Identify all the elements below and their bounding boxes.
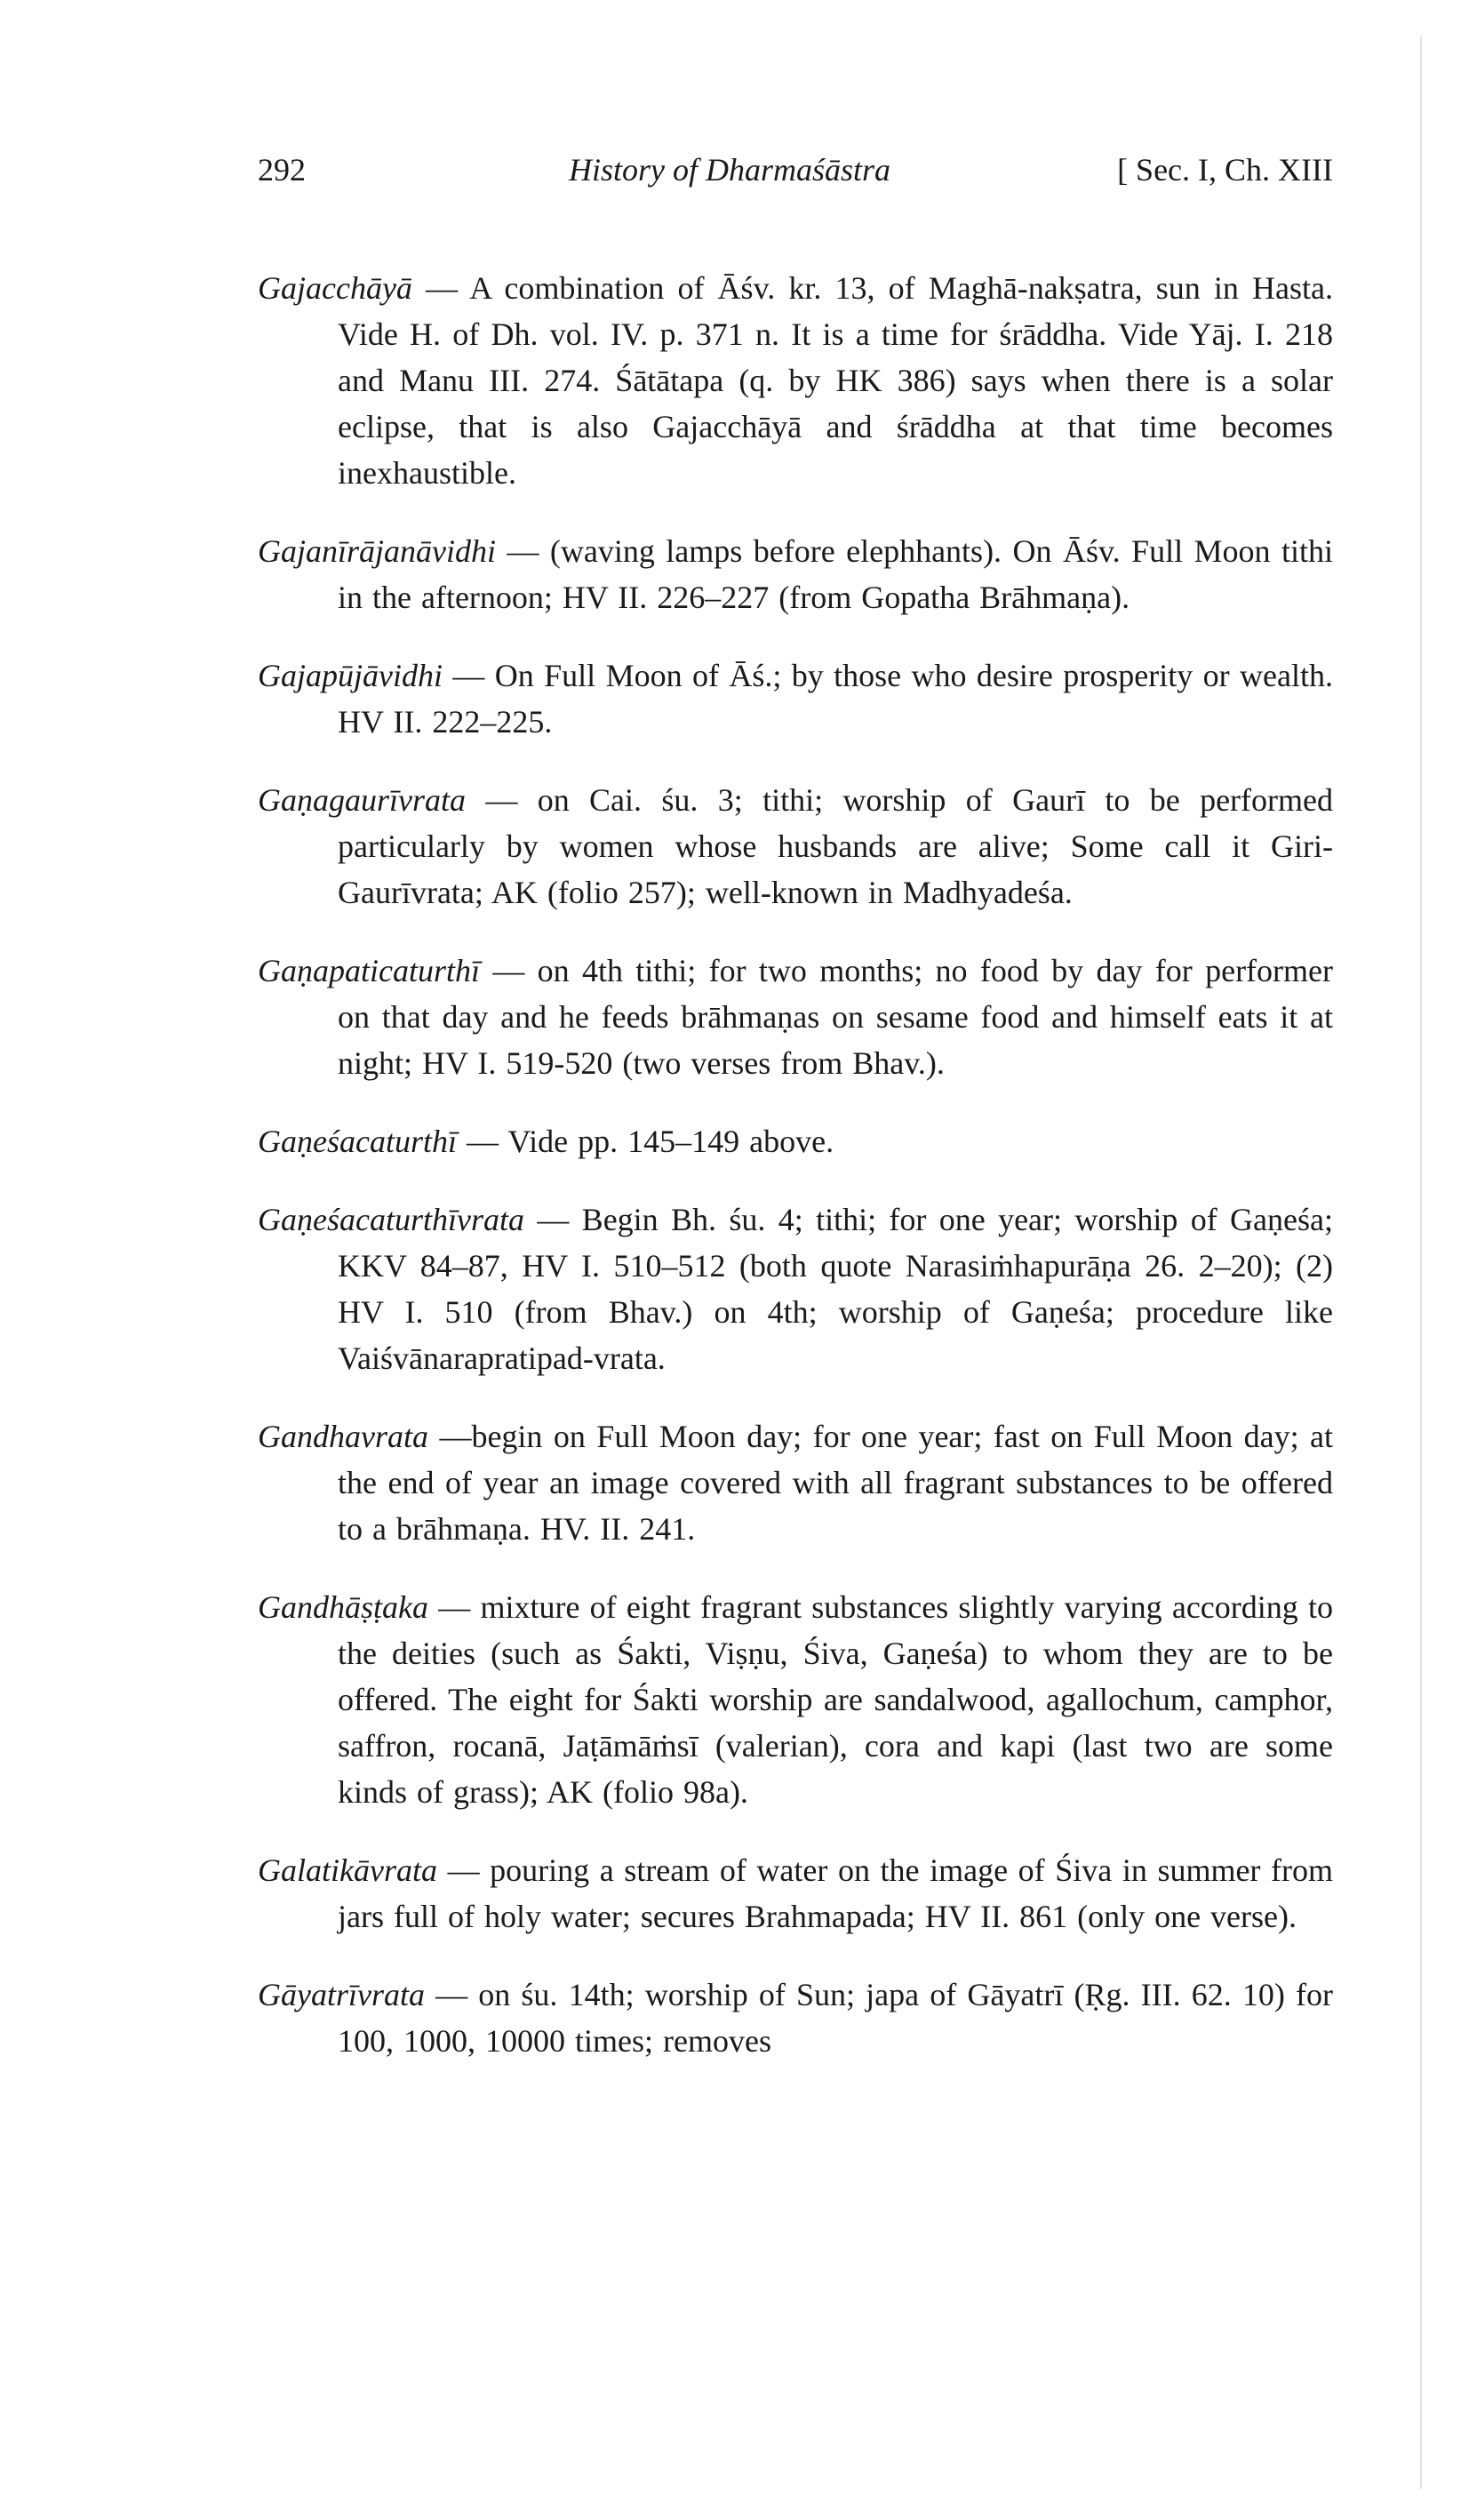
entry-text: — A combination of Āśv. kr. 13, of Maghā-nakṣatra, sun in Hasta. Vide H. of Dh. vol. IV. p. 371 n. It is a time for śrāddha. Vide Yāj. I. 218 and Manu III. 274. Śātātapa (q. by HK 386) says when there is a solar eclipse, that is also Gajacchāyā and śrāddha at that time becomes inexhaustible. <box>338 270 1333 491</box>
entry-text: — On Full Moon of Āś.; by those who desire prosperity or wealth. HV II. 222–225. <box>338 658 1333 740</box>
entry-text: — on śu. 14th; worship of Sun; japa of Gāyatrī (Ṛg. III. 62. 10) for 100, 1000, 10000 times; removes <box>338 1977 1333 2059</box>
glossary-entry <box>258 652 1333 745</box>
scan-edge-line <box>1420 36 1422 2489</box>
entry-text: — on 4th tithi; for two months; no food by day for performer on that day and he feeds brāhmaṇas on sesame food and himself eats it at night; HV I. 519-520 (two verses from Bhav.). <box>338 953 1333 1081</box>
glossary-entry <box>258 777 1333 916</box>
entry-text: —begin on Full Moon day; for one year; fast on Full Moon day; at the end of year an image covered with all fragrant substances to be offered to a brāhmaṇa. HV. II. 241. <box>338 1419 1333 1547</box>
section-reference: [ Sec. I, Ch. XIII <box>1117 152 1333 188</box>
glossary-entry <box>258 1972 1333 2064</box>
glossary-entry <box>258 1847 1333 1940</box>
glossary-entry <box>258 528 1333 620</box>
entry-text: — Begin Bh. śu. 4; tithi; for one year; worship of Gaṇeśa; KKV 84–87, HV I. 510–512 (both quote Narasiṁhapurāṇa 26. 2–20); (2) HV I. 510 (from Bhav.) on 4th; worship of Gaṇeśa; procedure like Vaiśvānarapratipad-vrata. <box>338 1202 1333 1376</box>
entry-term: Gandhavrata <box>258 1419 428 1454</box>
entry-term: Gaṇapaticaturthī <box>258 953 480 988</box>
glossary-entry <box>258 1196 1333 1381</box>
entry-text: — on Cai. śu. 3; tithi; worship of Gaurī to be performed particularly by women whose husbands are alive; Some call it Giri-Gaurīvrata; AK (folio 257); well-known in Madhyadeśa. <box>338 782 1333 910</box>
page-number: 292 <box>258 152 306 188</box>
glossary-entries <box>258 233 1333 2084</box>
glossary-entry <box>258 1118 1333 1164</box>
entry-term: Gaṇagaurīvrata <box>258 782 466 818</box>
entry-text: — pouring a stream of water on the image of Śiva in summer from jars full of holy water; secures Brahmapada; HV II. 861 (only one verse). <box>338 1852 1333 1934</box>
entry-text: — Vide pp. 145–149 above. <box>456 1124 834 1159</box>
running-title: History of Dharmaśāstra <box>569 152 891 188</box>
entry-text: — mixture of eight fragrant substances slightly varying according to the deities (such as Śakti, Viṣṇu, Śiva, Gaṇeśa) to whom they are to be offered. The eight for Śakti worship are sandalwood, agallochum, camphor, saffron, rocanā, Jaṭāmāṁsī (valerian), cora and kapi (last two are some kinds of grass); AK (folio 98a). <box>338 1589 1333 1810</box>
glossary-entry <box>258 1413 1333 1552</box>
glossary-entry <box>258 948 1333 1086</box>
entry-text: — (waving lamps before elephhants). On Āśv. Full Moon tithi in the afternoon; HV II. 226–227 (from Gopatha Brāhmaṇa). <box>338 533 1333 615</box>
entry-term: Gajanīrājanāvidhi <box>258 533 496 569</box>
entry-term: Gajapūjāvidhi <box>258 658 443 693</box>
glossary-entry <box>258 1584 1333 1815</box>
entry-term: Gajacchāyā <box>258 270 412 306</box>
entry-term: Galatikāvrata <box>258 1852 437 1888</box>
entry-term: Gaṇeśacaturthī <box>258 1124 457 1159</box>
glossary-entry <box>258 265 1333 496</box>
entry-term: Gaṇeśacaturthīvrata <box>258 1202 524 1237</box>
running-header <box>258 151 1333 204</box>
entry-term: Gandhāṣṭaka <box>258 1589 428 1625</box>
entry-term: Gāyatrīvrata <box>258 1977 425 2012</box>
